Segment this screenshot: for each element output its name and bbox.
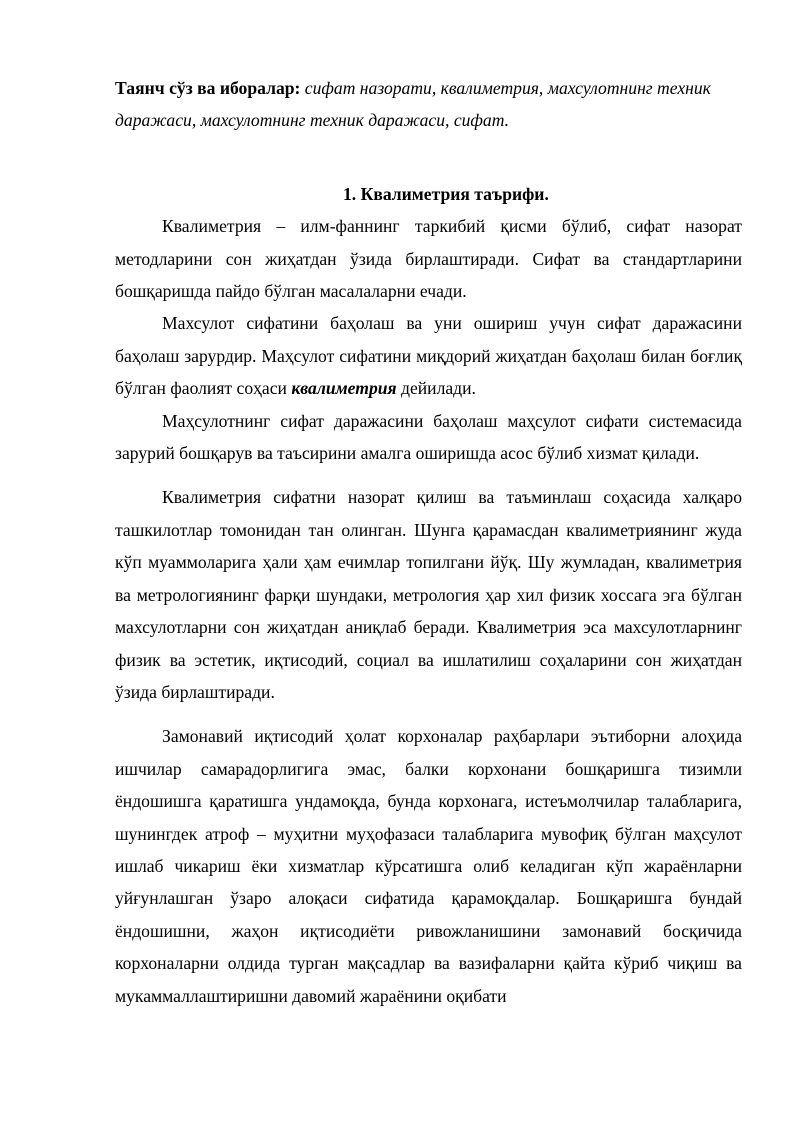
paragraph-definition: Квалиметрия – илм-фаннинг таркибий қисми бўлиб, сифат назорат методларини сон жиҳатдан ўзида бирлаштиради. Сифат ва стандартларини бошқаришда пайдо бўлган масалаларни ечади. [115,216,742,302]
keywords-paragraph [115,72,742,137]
section-title: 1. Квалиметрия таърифи. [343,183,549,204]
paragraph-text: дейилади. [396,378,476,399]
paragraph-text: Махсулот сифатини баҳолаш ва уни ошириш учун сифат даражасини баҳолаш зарурдир. Маҳсулот сифатини миқдорий жиҳатдан баҳолаш билан боғлиқ бўлган фаолият соҳаси [115,313,742,399]
paragraph-international-recognition: Квалиметрия сифатни назорат қилиш ва таъминлаш соҳасида халқаро ташкилотлар томонидан тан олинган. Шунга қарамасдан квалиметриянинг жуда кўп муаммоларига ҳали ҳам ечимлар топилгани йўқ. Шу жумладан, квалиметрия ва метрологиянинг фарқи шундаки, метрология ҳар хил физик хоссага эга бўлган махсулотларни сон жиҳатдан аниқлаб беради. Квалиметрия эса махсулотларнинг физик ва эстетик, иқтисодий, социал ва ишлатилиш соҳаларини сон жиҳатдан ўзида бирлаштиради. [115,487,742,702]
paragraph-quality-level: Маҳсулотнинг сифат даражасини баҳолаш маҳсулот сифати системасида зарурий бошқарув ва таъсирини амалга оширишда асос бўлиб хизмат қилади. [115,410,742,464]
paragraph-quality-assessment [115,307,742,404]
keywords-label: Таянч сўз ва иборалар: [115,78,301,98]
keywords-text: сифат назорати, квалиметрия, махсулотнинг техник даражаси, махсулотнинг техник даражаси, сифат. [115,78,711,131]
term-qualimetry: квалиметрия [291,378,397,399]
paragraph-modern-economy: Замонавий иқтисодий ҳолат корхоналар раҳбарлари эътиборни алоҳида ишчилар самарадорлигига эмас, балки корхонани бошқаришга тизимли ёндошишга қаратишга ундамоқда, бунда корхонага, истеъмолчилар талабларига, шунингдек атроф – муҳитни муҳофазаси талабларига мувофиқ бўлган маҳсулот ишлаб чикариш ёки хизматлар кўрсатишга олиб келадиган кўп жараёнларни уйғунлашган ўзаро алоқаси сифатида қарамоқдалар. Бошқаришга бундай ёндошишни, жаҳон иқтисодиёти ривожланишини замонавий босқичида корхоналарни олдида турган мақсадлар ва вазифаларни қайта кўриб чиқиш ва мукаммаллаштиришни давомий жараёнини оқибати [115,726,742,1006]
document-page [115,72,742,1012]
